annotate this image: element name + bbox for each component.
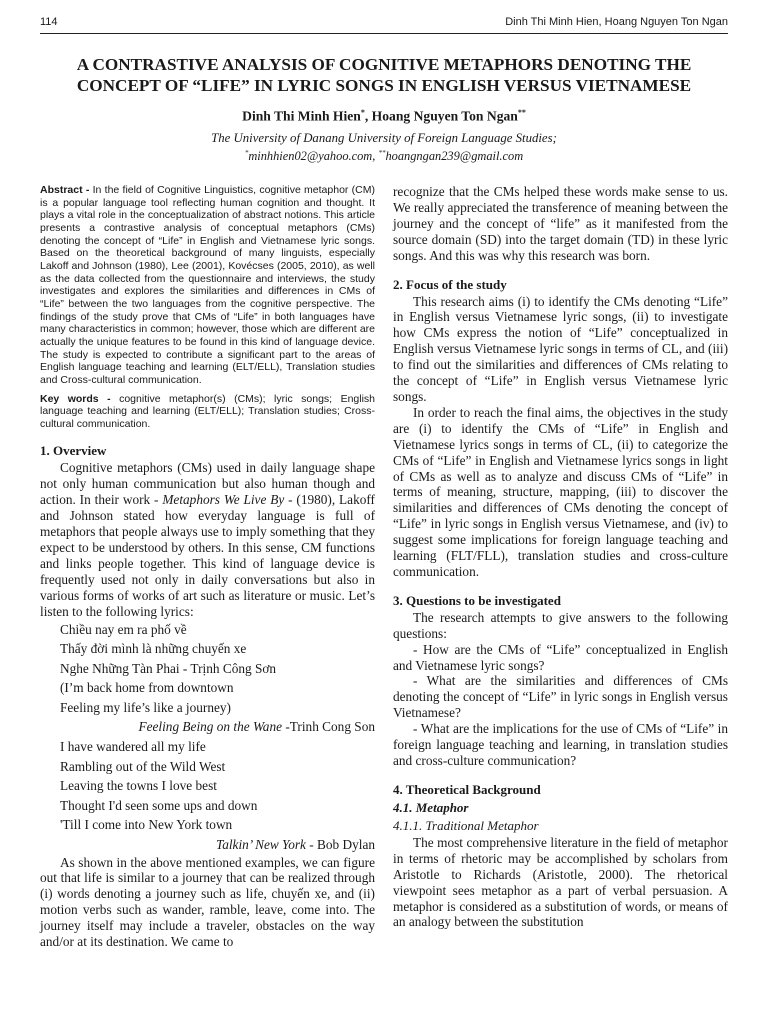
- book-title: Metaphors We Live By: [162, 492, 285, 508]
- p1-end: - (1980), Lakoff and Johnson stated how everyday language is full of metaphors that people always use to imply something that they expect to be understood by others. In this sense, CM functions and links people together. This kind of language device is frequently used not only in daily conversations but also in various forms of works of art such as literature or music. Let’s listen to the following lyrics:: [40, 492, 375, 619]
- lyric-line: Feeling my life’s like a journey): [60, 699, 231, 715]
- section-1-paragraph-1: [40, 460, 375, 619]
- paper-title: A CONTRASTIVE ANALYSIS OF COGNITIVE METAPHORS DENOTING THE CONCEPT OF “LIFE” IN LYRIC SONGS IN ENGLISH VERSUS VIETNAMESE: [76, 55, 692, 95]
- abstract: [40, 184, 375, 387]
- section-4-paragraph-1: The most comprehensive literature in the field of metaphor in terms of rhetoric may be accomplished by scholars from Aristotle to Richards (Aristotle, 2000). The rhetorical viewpoint sees metaphor as a part of verbal persuasion. A metaphor is considered as a substitution of words, or means of an analogy between the substitution: [393, 834, 728, 930]
- keywords-label: Key words -: [40, 392, 111, 405]
- section-2-paragraph-1: This research aims (i) to identify the CMs denoting “Life” in English versus Vietnamese lyric songs, (ii) to investigate how CMs express the notion of “Life” conceptualized in English versus Vietnamese lyric songs in terms of CL, and (iii) to find out the similarities and differences of CMs relating to the concept of “Life” in English versus Vietnamese lyric songs.: [393, 293, 728, 404]
- credit-2-author: - Bob Dylan: [305, 836, 375, 852]
- lyric-line: (I’m back home from downtown: [60, 680, 234, 696]
- lyrics-english: [40, 737, 375, 835]
- question-item: - What are the similarities and differences of CMs denoting the concept of “Life” in lyric songs in English versus Vietnamese?: [393, 673, 728, 721]
- keywords-text: cognitive metaphor(s) (CMs); lyric songs; English language teaching and learning (ELT/ELL); Translation studies; Cross-cultural communication.: [40, 392, 376, 430]
- lyric-line: I have wandered all my life: [60, 739, 206, 755]
- abstract-text: In the field of Cognitive Linguistics, cognitive metaphor (CM) is a popular language tool reflecting human cognition and thought. It plays a vital role in the conceptualization of abstract notions. This article presents a contrastive analysis of conceptual metaphors (CMs) denoting the concept of “Life” in English and Vietnamese lyric songs. Based on the theoretical background of many linguists, especially Lakoff and Johnson (1980), Lee (2001), Kovécses (2005, 2010), as well as the data collected from the questionnaire and interviews, the study investigates and explores the similarities and differences in CMs of “Life” between the two languages from the cognitive perspective. The findings of the study prove that CMs of “Life” in both languages have many characteristics in common; however, those which are different are actually the unique features to be found in this kind of language device. The study is expected to contribute a significant part to the areas of English language teaching and learning (ELT/ELL), Translation studies and Cross-cultural communication.: [40, 184, 376, 386]
- subsection-4-1-heading: 4.1. Metaphor: [393, 799, 469, 815]
- emails: [40, 149, 728, 164]
- left-column: [40, 184, 375, 950]
- section-3-heading: 3. Questions to be investigated: [393, 592, 561, 608]
- lyric-line: Thấy đời mình là những chuyến xe: [60, 641, 247, 657]
- lyric-line: 'Till I come into New York town: [60, 817, 233, 833]
- author-2-mark: **: [517, 108, 526, 117]
- lyric-line: Leaving the towns I love best: [60, 778, 217, 794]
- lyric-credit-2: [40, 835, 375, 855]
- section-3-intro: The research attempts to give answers to the following questions:: [393, 609, 728, 641]
- lyric-line: Nghe Những Tàn Phai - Trịnh Công Sơn: [60, 660, 277, 676]
- author-separator: ,: [364, 108, 372, 124]
- section-2-paragraph-2: In order to reach the final aims, the objectives in the study are (i) to identify the CMs of “Life” in English and Vietnamese lyrics songs in terms of CL, (ii) to categorize the CMs of “Life” in English and Vietnamese lyrics songs in light of CMs as well as to analyze and discuss CMs of “Life” in terms of meaning, structure, mapping, (iii) to discover the similarities and differences of CMs denoting the concept of “Life” in lyric songs in English versus Vietnamese, and (iv) to suggest some implications for foreign language teaching and learning (FLT/FLL), translation studies and cross-culture communication.: [393, 404, 728, 579]
- email-2: hoangngan239@gmail.com: [385, 149, 524, 164]
- page-number: 114: [40, 16, 58, 28]
- email-1-mark: *: [244, 149, 249, 157]
- section-4-heading: 4. Theoretical Background: [393, 781, 541, 797]
- credit-1-title: Feeling Being on the Wane: [138, 719, 283, 735]
- credit-1-author: -Trinh Cong Son: [282, 719, 375, 735]
- email-1: minhhien02@yahoo.com,: [248, 149, 379, 164]
- subsection-4-1-1-heading: 4.1.1. Traditional Metaphor: [393, 817, 539, 833]
- question-item: - How are the CMs of “Life” conceptualized in English and Vietnamese lyric songs?: [393, 641, 728, 673]
- header-rule: [40, 33, 728, 34]
- lyrics-vietnamese: [40, 620, 375, 718]
- email-2-mark: **: [378, 149, 386, 157]
- authors: [40, 108, 728, 125]
- lyric-line: Thought I'd seen some ups and down: [60, 797, 258, 813]
- lyric-line: Rambling out of the Wild West: [60, 758, 226, 774]
- abstract-label: Abstract -: [40, 184, 90, 196]
- section-1-paragraph-3: recognize that the CMs helped these words make sense to us. We really appreciated the transference of meaning between the journey and the concept of “life” as it manifested from the source domain (SD) into the target domain (TD) in these lyric songs. And this was why this research was born.: [393, 184, 728, 263]
- section-1-heading: 1. Overview: [40, 443, 107, 459]
- affiliation: The University of Danang University of Foreign Language Studies;: [211, 131, 557, 145]
- lyric-line: Chiều nay em ra phố về: [60, 621, 187, 637]
- right-column: [393, 184, 728, 930]
- author-2: Hoang Nguyen Ton Ngan: [371, 108, 518, 124]
- section-1-paragraph-2: As shown in the above mentioned examples, we can figure out that life is similar to a journey that can be realized through (i) words denoting a journey such as life, chuyến xe, and (ii) motion verbs such as wander, ramble, leave, come into. The journey itself may include a traveler, obstacles on the way and/or at its destination. We came to: [40, 854, 375, 950]
- author-1-mark: *: [360, 108, 365, 117]
- section-2-heading: 2. Focus of the study: [393, 276, 507, 292]
- keywords: [40, 393, 375, 431]
- lyric-credit-1: [40, 717, 375, 737]
- question-item: - What are the implications for the use of CMs of “Life” in foreign language teaching and learning, in translation studies and cross-culture communication?: [393, 721, 728, 768]
- credit-2-title: Talkin’ New York: [216, 836, 306, 852]
- p1-start: Cognitive metaphors (CMs) used in daily language shape not only human communication but also human though and action. In their work -: [40, 460, 375, 508]
- running-head: Dinh Thi Minh Hien, Hoang Nguyen Ton Ngan: [505, 16, 728, 28]
- author-1: Dinh Thi Minh Hien: [242, 108, 361, 124]
- running-header: [40, 16, 728, 34]
